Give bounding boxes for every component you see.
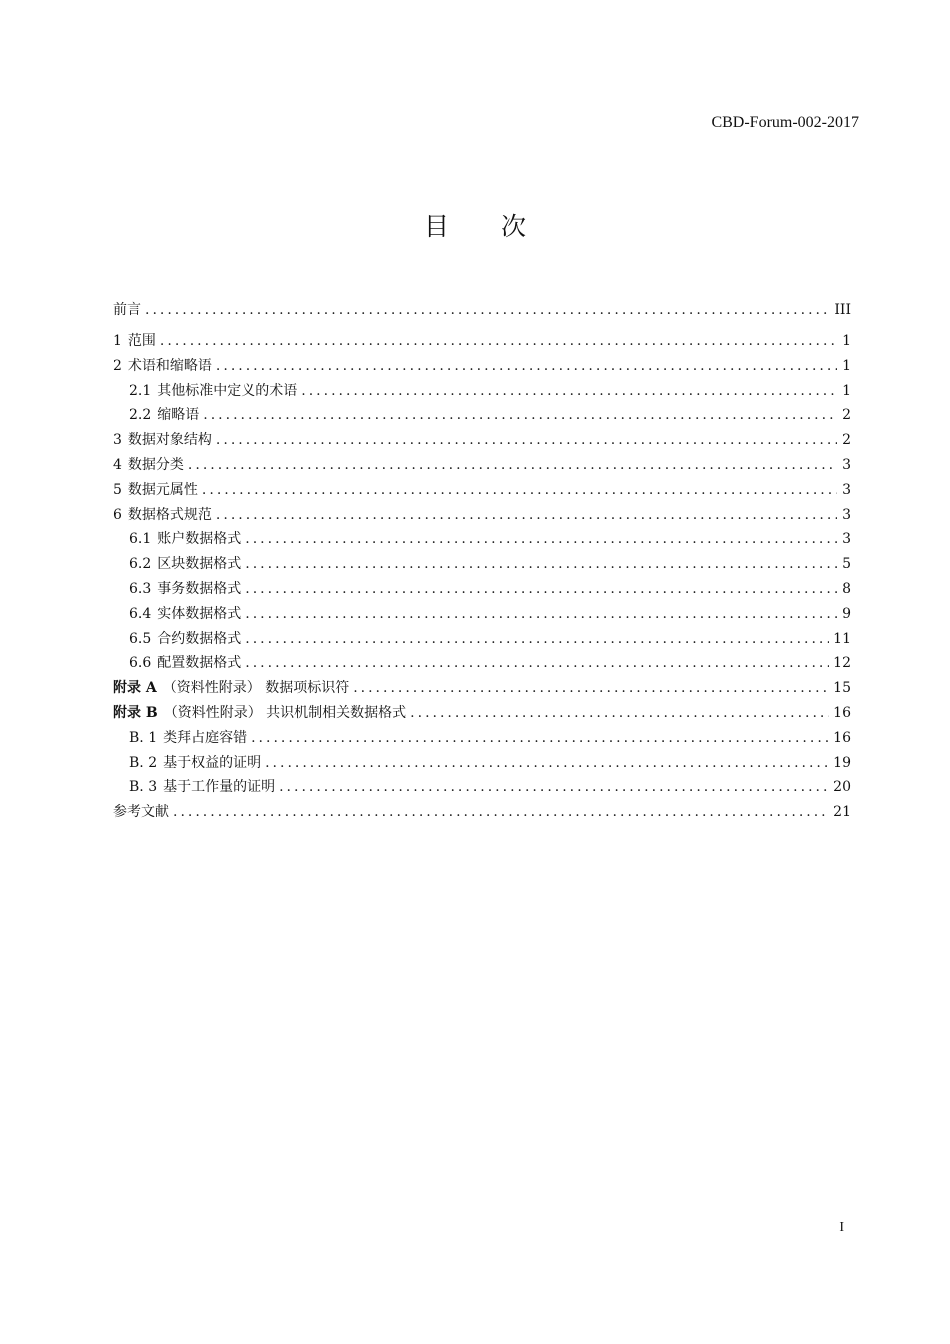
toc-leader-dots bbox=[245, 577, 837, 602]
toc-entry-title: 类拜占庭容错 bbox=[163, 729, 248, 746]
toc-entry[interactable] bbox=[113, 726, 851, 751]
toc-entry-number: 2.1 bbox=[129, 382, 152, 399]
toc-entry-title: （资料性附录） 数据项标识符 bbox=[162, 680, 350, 697]
toc-leader-dots bbox=[245, 552, 837, 577]
toc-leader-dots bbox=[410, 701, 829, 726]
toc-entry-number: 6.5 bbox=[129, 630, 152, 647]
toc-leader-dots bbox=[202, 478, 837, 503]
toc-entry-page: 20 bbox=[833, 779, 851, 796]
toc-leader-dots bbox=[265, 751, 829, 776]
toc-entry[interactable] bbox=[113, 602, 851, 627]
toc-entry[interactable] bbox=[113, 627, 851, 652]
toc-entry-label bbox=[129, 379, 297, 404]
toc-entry[interactable] bbox=[113, 651, 851, 676]
toc-leader-dots bbox=[188, 453, 837, 478]
toc-entry-page: III bbox=[834, 302, 851, 318]
toc-entry-title: 区块数据格式 bbox=[157, 556, 242, 573]
toc-entry-number: 3 bbox=[113, 432, 122, 449]
toc-entry[interactable] bbox=[113, 453, 851, 478]
toc-entry-title: 参考文献 bbox=[113, 804, 169, 821]
toc-entry-page: 9 bbox=[842, 605, 851, 622]
toc-entry[interactable] bbox=[113, 428, 851, 453]
toc-entry-label bbox=[113, 453, 184, 478]
toc-entry[interactable] bbox=[113, 354, 851, 379]
toc-entry-label bbox=[129, 527, 241, 552]
toc-entry-page: 3 bbox=[842, 481, 851, 498]
toc-entry[interactable] bbox=[113, 775, 851, 800]
toc-entry-page: 11 bbox=[833, 630, 851, 647]
toc-entry-page: 16 bbox=[833, 729, 851, 746]
toc-entry-label bbox=[129, 403, 199, 428]
toc-entry-number: 6.3 bbox=[129, 580, 152, 597]
toc-leader-dots bbox=[301, 379, 837, 404]
toc-entry-title: 配置数据格式 bbox=[157, 655, 242, 672]
toc-entry-number: 2.2 bbox=[129, 407, 152, 424]
table-of-contents bbox=[113, 298, 851, 825]
toc-entry-label bbox=[129, 751, 261, 776]
toc-entry-page: 2 bbox=[842, 432, 851, 449]
toc-leader-dots bbox=[173, 800, 829, 825]
toc-entry-title: 数据元属性 bbox=[127, 481, 198, 498]
toc-entry-label bbox=[113, 478, 198, 503]
toc-entry-title: 事务数据格式 bbox=[157, 580, 242, 597]
toc-entry-page: 8 bbox=[842, 580, 851, 597]
toc-entry-number: 6.4 bbox=[129, 605, 152, 622]
toc-entry-number: 6.2 bbox=[129, 556, 152, 573]
toc-entry-page: 16 bbox=[833, 704, 851, 721]
toc-entry-label bbox=[113, 298, 141, 323]
toc-entry-title: 术语和缩略语 bbox=[127, 357, 212, 374]
toc-entry-label bbox=[129, 577, 241, 602]
toc-entry-label bbox=[113, 701, 406, 726]
toc-entry[interactable] bbox=[113, 577, 851, 602]
toc-entry-label bbox=[113, 503, 212, 528]
toc-entry-page: 1 bbox=[842, 382, 851, 399]
toc-entry-number: 6.1 bbox=[129, 531, 152, 548]
toc-entry-page: 1 bbox=[842, 357, 851, 374]
document-code: CBD-Forum-002-2017 bbox=[711, 114, 859, 131]
toc-entry-label bbox=[113, 354, 212, 379]
toc-entry[interactable] bbox=[113, 329, 851, 354]
toc-leader-dots bbox=[216, 428, 837, 453]
toc-entry[interactable] bbox=[113, 552, 851, 577]
toc-entry-number: 6 bbox=[113, 506, 122, 523]
toc-leader-dots bbox=[203, 403, 837, 428]
toc-entry-number: 6.6 bbox=[129, 655, 152, 672]
toc-entry-title: 基于工作量的证明 bbox=[163, 779, 276, 796]
toc-entry-number: B. 1 bbox=[129, 729, 158, 746]
toc-entry-title: （资料性附录） 共识机制相关数据格式 bbox=[163, 704, 407, 721]
toc-leader-dots bbox=[245, 527, 837, 552]
toc-entry-page: 19 bbox=[833, 754, 851, 771]
toc-entry-page: 12 bbox=[833, 655, 851, 672]
toc-leader-dots bbox=[160, 329, 837, 354]
toc-entry-label bbox=[129, 602, 241, 627]
toc-entry-number: B. 2 bbox=[129, 754, 158, 771]
toc-leader-dots bbox=[353, 676, 829, 701]
toc-entry-number: 附录 A bbox=[113, 680, 157, 697]
toc-entry-number: B. 3 bbox=[129, 779, 158, 796]
toc-entry-page: 3 bbox=[842, 531, 851, 548]
toc-entry-title: 实体数据格式 bbox=[157, 605, 242, 622]
toc-entry[interactable] bbox=[113, 403, 851, 428]
toc-entry-page: 3 bbox=[842, 506, 851, 523]
toc-entry-title: 基于权益的证明 bbox=[163, 754, 262, 771]
toc-entry[interactable] bbox=[113, 298, 851, 329]
toc-entry[interactable] bbox=[113, 478, 851, 503]
toc-entry[interactable] bbox=[113, 379, 851, 404]
toc-entry-title: 其他标准中定义的术语 bbox=[157, 382, 298, 399]
toc-entry-label bbox=[129, 627, 241, 652]
toc-leader-dots bbox=[245, 602, 837, 627]
toc-entry-title: 数据对象结构 bbox=[127, 432, 212, 449]
toc-entry-label bbox=[129, 775, 275, 800]
toc-leader-dots bbox=[145, 298, 830, 323]
toc-entry-label bbox=[129, 552, 241, 577]
toc-entry-title: 数据格式规范 bbox=[127, 506, 212, 523]
toc-entry-label bbox=[113, 329, 156, 354]
toc-leader-dots bbox=[245, 627, 829, 652]
toc-leader-dots bbox=[251, 726, 829, 751]
toc-leader-dots bbox=[216, 503, 837, 528]
toc-entry-number: 2 bbox=[113, 357, 122, 374]
toc-entry-title: 数据分类 bbox=[127, 456, 184, 473]
toc-entry-number: 附录 B bbox=[113, 704, 158, 721]
toc-entry[interactable] bbox=[113, 751, 851, 776]
toc-entry[interactable] bbox=[113, 676, 851, 701]
toc-entry-title: 范围 bbox=[127, 333, 156, 349]
toc-entry[interactable] bbox=[113, 527, 851, 552]
toc-entry-title: 账户数据格式 bbox=[157, 531, 242, 548]
toc-leader-dots bbox=[245, 651, 829, 676]
toc-entry[interactable] bbox=[113, 503, 851, 528]
toc-entry-page: 2 bbox=[842, 407, 851, 424]
toc-entry-page: 5 bbox=[842, 556, 851, 573]
toc-entry-number: 4 bbox=[113, 456, 122, 473]
toc-entry-page: 1 bbox=[842, 333, 851, 349]
toc-entry-page: 21 bbox=[833, 804, 851, 821]
toc-entry-page: 3 bbox=[842, 456, 851, 473]
toc-entry-title: 前言 bbox=[113, 302, 141, 318]
toc-entry[interactable] bbox=[113, 800, 851, 825]
toc-entry-label bbox=[113, 800, 169, 825]
toc-entry-label bbox=[129, 651, 241, 676]
toc-leader-dots bbox=[216, 354, 837, 379]
toc-leader-dots bbox=[279, 775, 829, 800]
toc-entry-label bbox=[129, 726, 247, 751]
toc-title: 目 次 bbox=[424, 212, 548, 241]
toc-entry-label bbox=[113, 428, 212, 453]
page-number: I bbox=[839, 1220, 844, 1235]
toc-entry-number: 5 bbox=[113, 481, 122, 498]
toc-entry-title: 合约数据格式 bbox=[157, 630, 242, 647]
toc-entry-label bbox=[113, 676, 349, 701]
toc-entry-title: 缩略语 bbox=[157, 407, 200, 424]
toc-entry[interactable] bbox=[113, 701, 851, 726]
toc-entry-number: 1 bbox=[113, 333, 122, 349]
toc-entry-page: 15 bbox=[833, 680, 851, 697]
